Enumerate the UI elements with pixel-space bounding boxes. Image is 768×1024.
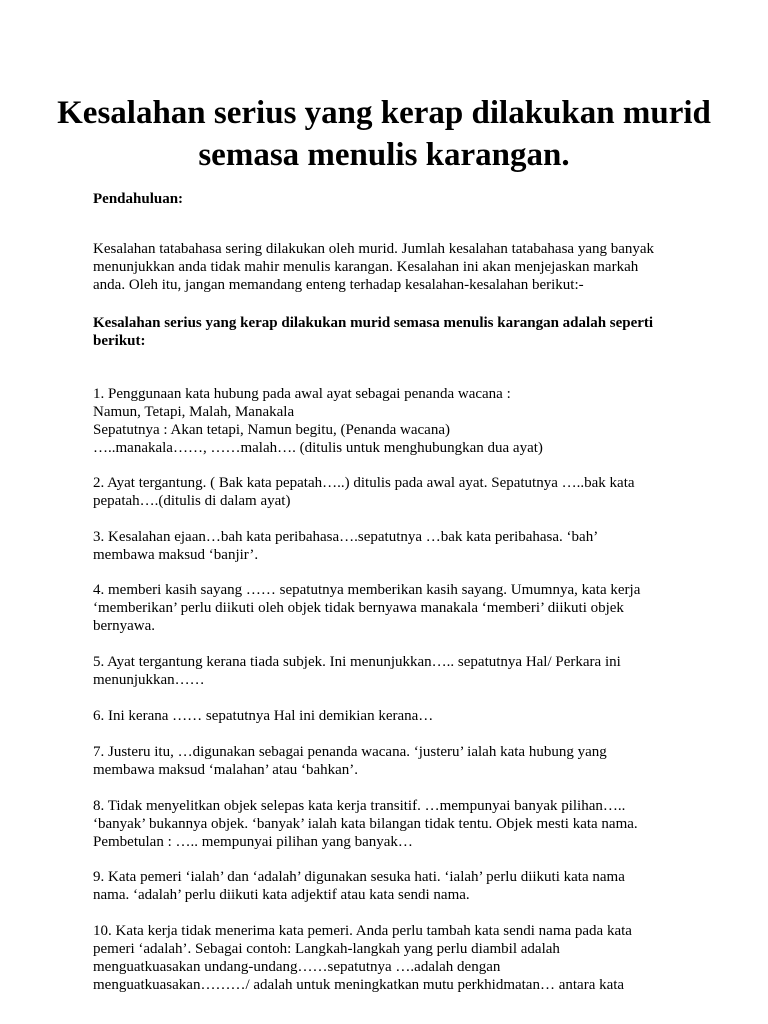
list-item-8: 8. Tidak menyelitkan objek selepas kata kerja transitif. …mempunyai banyak pilihan….. ‘banyak’ bukannya objek. ‘banyak’ ialah kata bilangan tidak tentu. Objek mesti kata nama. Pembetulan : ….. mempunyai pilihan yang banyak… <box>93 798 638 850</box>
list-item-9: 9. Kata pemeri ‘ialah’ dan ‘adalah’ digunakan sesuka hati. ‘ialah’ perlu diikuti kata nama nama. ‘adalah’ perlu diikuti kata adjektif atau kata sendi nama. <box>93 869 625 903</box>
intro-heading: Pendahuluan: <box>93 191 184 207</box>
list-item-6: 6. Ini kerana …… sepatutnya Hal ini demikian kerana… <box>93 708 434 724</box>
list-heading: Kesalahan serius yang kerap dilakukan murid semasa menulis karangan adalah seperti berikut: <box>93 315 654 349</box>
list-item-7: 7. Justeru itu, …digunakan sebagai penanda wacana. ‘justeru’ ialah kata hubung yang membawa maksud ‘malahan’ atau ‘bahkan’. <box>93 744 607 778</box>
list-item-2: 2. Ayat tergantung. ( Bak kata pepatah…..) ditulis pada awal ayat. Sepatutnya …..bak kata pepatah….(ditulis di dalam ayat) <box>93 475 635 509</box>
document-title: Kesalahan serius yang kerap dilakukan murid semasa menulis karangan. <box>57 95 711 173</box>
list-item-1: 1. Penggunaan kata hubung pada awal ayat sebagai penanda wacana : Namun, Tetapi, Malah, Manakala Sepatutnya : Akan tetapi, Namun begitu, (Penanda wacana) …..manakala……, ……malah…. (ditulis untuk menghubungkan dua ayat) <box>93 386 543 456</box>
list-item-4: 4. memberi kasih sayang …… sepatutnya memberikan kasih sayang. Umumnya, kata kerja ‘memberikan’ perlu diikuti oleh objek tidak bernyawa manakala ‘memberi’ diikuti objek bernyawa. <box>93 582 641 634</box>
intro-paragraph: Kesalahan tatabahasa sering dilakukan oleh murid. Jumlah kesalahan tatabahasa yang banyak menunjukkan anda tidak mahir menulis karangan. Kesalahan ini akan menjejaskan markah anda. Oleh itu, jangan memandang enteng terhadap kesalahan-kesalahan berikut:- <box>93 241 655 293</box>
list-item-10: 10. Kata kerja tidak menerima kata pemeri. Anda perlu tambah kata sendi nama pada kata pemeri ‘adalah’. Sebagai contoh: Langkah-langkah yang perlu diambil adalah menguatkuasakan undang-undang……sepatutnya ….adalah dengan menguatkuasakan………/ adalah untuk meningkatkan mutu perkhidmatan… antara kata <box>93 923 632 993</box>
list-item-3: 3. Kesalahan ejaan…bah kata peribahasa….sepatutnya …bak kata peribahasa. ‘bah’ membawa maksud ‘banjir’. <box>93 529 599 563</box>
list-item-5: 5. Ayat tergantung kerana tiada subjek. Ini menunjukkan….. sepatutnya Hal/ Perkara ini menunjukkan…… <box>93 654 621 688</box>
